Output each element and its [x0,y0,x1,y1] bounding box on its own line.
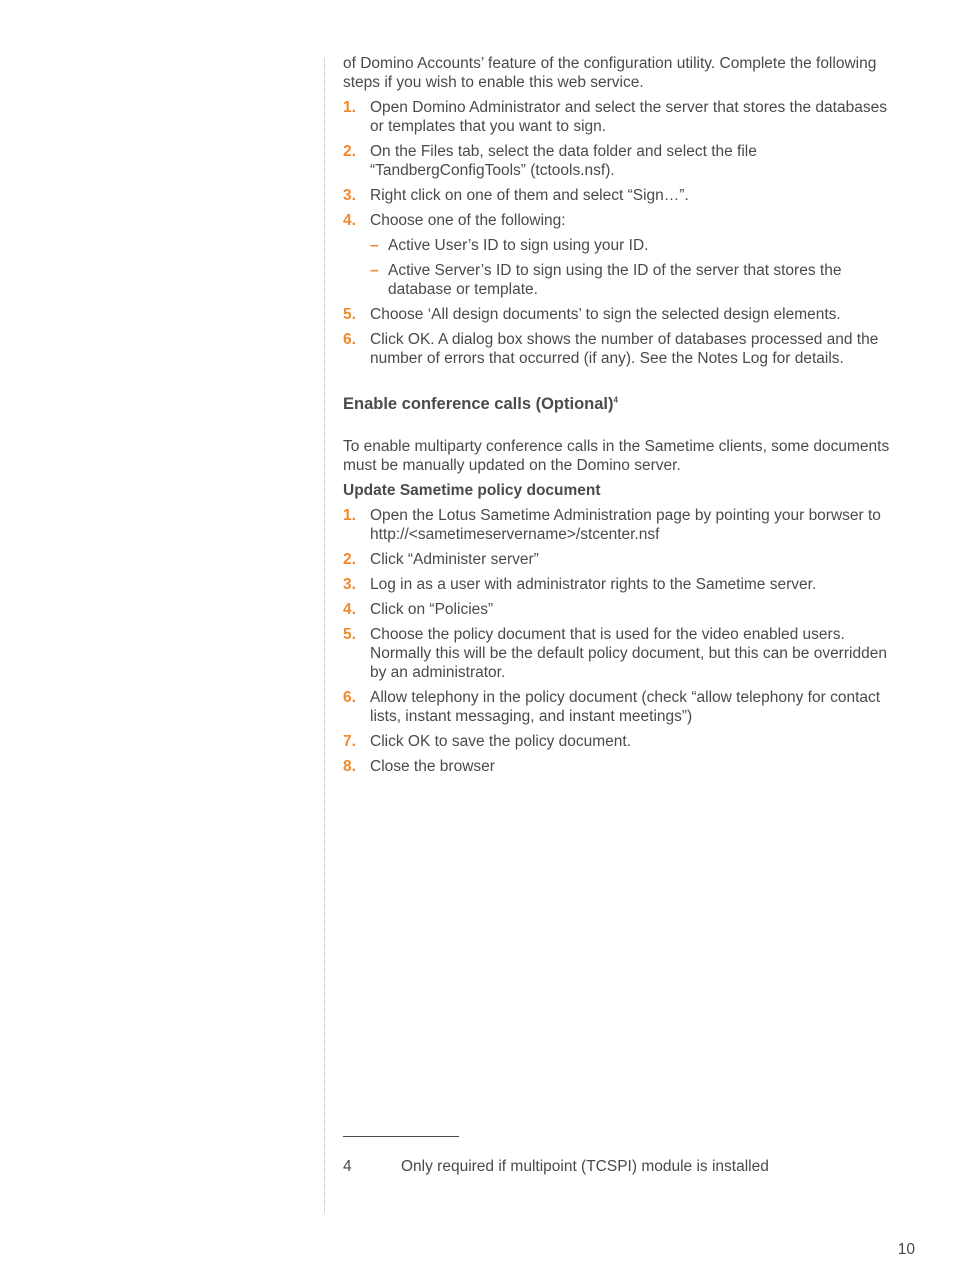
step-text: Open the Lotus Sametime Administration page by pointing your borwser to http://<sametimeservername>/stcenter.nsf [370,507,881,543]
step-number: 5. [343,626,356,643]
list-item [343,688,903,726]
page-content [343,54,903,782]
step-number: 4. [343,212,356,229]
list-item [343,575,903,594]
list-item [343,625,903,682]
footnote-separator [343,1136,459,1137]
step-number: 5. [343,306,356,323]
list-item [343,506,903,544]
footnote-text: Only required if multipoint (TCSPI) module is installed [401,1158,769,1175]
list-item [343,98,903,136]
list-item [343,550,903,569]
step-text: Click on “Policies” [370,601,494,618]
step-text: Choose one of the following: [370,212,566,229]
step-text: Click OK to save the policy document. [370,733,632,750]
dash-bullet: – [370,262,379,279]
sub-list-item [370,236,903,255]
step-text: Allow telephony in the policy document (check “allow telephony for contact lists, instant messaging, and instant meetings”) [370,689,881,725]
policy-steps-list [343,506,903,776]
step-number: 1. [343,99,356,116]
step-number: 3. [343,576,356,593]
list-item [343,330,903,368]
step-text: On the Files tab, select the data folder and select the file “TandbergConfigTools” (tctools.nsf). [370,143,757,179]
step-number: 2. [343,143,356,160]
footnote-number: 4 [343,1158,352,1175]
page-number: 10 [897,1241,915,1258]
sub-option-text: Active User’s ID to sign using your ID. [388,237,649,254]
margin-dotted-rule [324,58,325,1213]
step-text: Click “Administer server” [370,551,539,568]
subheading: Update Sametime policy document [343,482,601,499]
step-number: 6. [343,689,356,706]
step-text: Right click on one of them and select “Sign…”. [370,187,689,204]
step-text: Close the browser [370,758,495,775]
list-item [343,732,903,751]
sub-options-list [370,236,903,299]
dash-bullet: – [370,237,379,254]
step-text: Choose the policy document that is used for the video enabled users. Normally this will be the default policy document, but this can be overridden by an administrator. [370,626,887,681]
section-heading-text: Enable conference calls (Optional) [343,395,614,413]
step-number: 2. [343,551,356,568]
section-paragraph: To enable multiparty conference calls in the Sametime clients, some documents must be manually updated on the Domino server. [343,438,890,474]
list-item [343,600,903,619]
signing-steps-list [343,98,903,368]
step-number: 1. [343,507,356,524]
sub-list-item [370,261,903,299]
step-text: Choose ‘All design documents’ to sign the selected design elements. [370,306,841,323]
step-number: 7. [343,733,356,750]
step-number: 6. [343,331,356,348]
list-item [343,142,903,180]
sub-option-text: Active Server’s ID to sign using the ID of the server that stores the database or template. [388,262,842,298]
list-item [343,186,903,205]
step-text: Open Domino Administrator and select the server that stores the databases or templates that you want to sign. [370,99,887,135]
list-item [343,211,903,299]
footnote-ref: 4 [613,395,618,405]
list-item [343,305,903,324]
step-number: 4. [343,601,356,618]
intro-paragraph: of Domino Accounts’ feature of the configuration utility. Complete the following steps if you wish to enable this web service. [343,55,877,91]
step-text: Click OK. A dialog box shows the number of databases processed and the number of errors that occurred (if any). See the Notes Log for details. [370,331,879,367]
list-item [343,757,903,776]
section-heading [343,394,903,414]
step-number: 3. [343,187,356,204]
step-number: 8. [343,758,356,775]
step-text: Log in as a user with administrator rights to the Sametime server. [370,576,817,593]
